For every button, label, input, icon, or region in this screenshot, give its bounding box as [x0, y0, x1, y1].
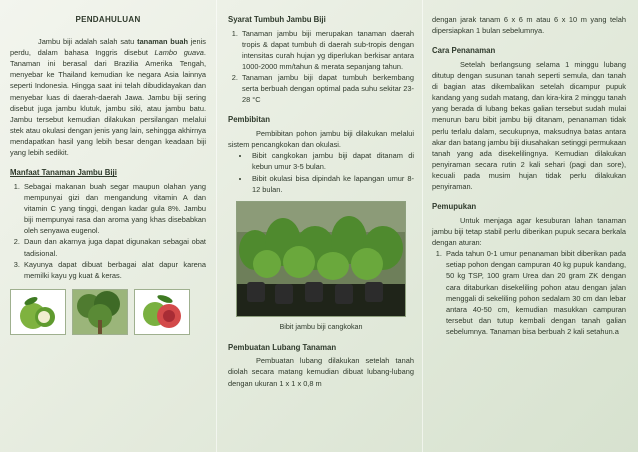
pembibitan-paragraph: Pembibitan pohon jambu biji dilakukan melalui sistem pencangkokan dan okulasi.: [228, 129, 414, 150]
list-item: 2. Daun dan akarnya juga dapat digunakan sebagai obat tadisional.: [22, 236, 206, 258]
photo-caption: Bibit jambu biji cangkokan: [279, 321, 363, 331]
heading-pembibitan: Pembibitan: [228, 115, 271, 125]
heading-manfaat: Manfaat Tanaman Jambu Biji: [10, 168, 117, 178]
list-item: 1. Sebagai makanan buah segar maupun olahan yang mempunyai gizi dan mengandung vitamin A dan vitamin C yang tinggi, dengan kadar gula 8%. Jambu biji mempunyai rasa dan aroma yang khas disebabkan oleh senyawa eugenol.: [22, 181, 206, 237]
syarat-list: [228, 28, 414, 106]
manfaat-list: [10, 181, 206, 281]
intro-italic-term: Lambo guava: [154, 48, 204, 58]
list-item: • Bibit okulasi bisa dipindah ke lapangan umur 8-12 bulan.: [250, 173, 414, 195]
section-title-pendahuluan: PENDAHULUAN: [75, 15, 141, 24]
penanaman-paragraph: Setelah berlangsung selama 1 minggu lubang ditutup dengan susunan tanah seperti semula, dan tanah di bagian atas dikembalikan setelah dicampur pupuk kandang yang sudah matang, dan kira-kira 2 minggu tanah yang berada di lubang bekas galian tersebut sudah mulai menurun baru bibit jambu biji ditanam, penanaman tidak perlu terlalu dalam, secukupnya, maksudnya batas antara akar dan batang jambu biji diusahakan setinggi permukaan tanah yang ada disekelilingnya. Kemudian dilakukan penyiraman secara rutin 2 kali sehari (pagi dan sore), kecuali pada musim hujan tidak perlu dilakukan penyiraman.: [432, 59, 626, 192]
intro-text: jenis perdu, dalam bahasa Inggris disebut: [10, 37, 206, 58]
heading-pemupukan: Pemupukan: [432, 202, 477, 212]
seedling-photo: [236, 201, 406, 317]
column-divider: [422, 0, 423, 452]
intro-bold-term: tanaman buah: [137, 37, 188, 46]
column-penanaman: [426, 0, 632, 452]
column-syarat-tumbuh: [222, 0, 420, 452]
column-divider: [216, 0, 217, 452]
pemupukan-paragraph: Untuk menjaga agar kesuburan lahan tanaman jambu biji tetap stabil perlu diberikan pupuk secara berkala dengan aturan:: [432, 215, 626, 248]
guava-fruit-image: [10, 289, 66, 335]
pembibitan-list: [228, 150, 414, 194]
intro-paragraph: [10, 36, 206, 158]
list-item: • Bibit cangkokan jambu biji dapat ditanam di kebun umur 3-5 bulan.: [250, 150, 414, 172]
intro-text: Jambu biji adalah salah satu: [38, 37, 138, 46]
pemupukan-list: [432, 248, 626, 337]
fruit-images: [10, 289, 206, 335]
intro-text: . Tanaman ini berasal dari Brazilia Amerika Tengah, menyebar ke Thailand kemudian ke negara Asia lainnya seperti Indonesia. Hingga saat ini telah dibudidayakan dan menyebar luas di daerah-daerah Jawa. Jambu biji sering disebut juga jambu klutuk, jambu siki, atau jambu batu. Jambu tersebut kemudian dilakukan persilangan melalui stek atau okulasi dengan jenis yang lain, sehingga akhirnya mendapatkan hasil yang lebih besar dengan keadaan biji yang lebih sedikit.: [10, 48, 206, 158]
list-item: 3. Kayunya dapat dibuat berbagai alat dapur karena memilki kayu yg kuat & keras.: [22, 259, 206, 281]
guava-tree-image: [72, 289, 128, 335]
lubang-paragraph: Pembuatan lubang dilakukan setelah tanah diolah secara matang kemudian dibuat lubang-lubang dengan ukuran 1 x 1 x 0,8 m: [228, 356, 414, 388]
lubang-continuation: dengan jarak tanam 6 x 6 m atau 6 x 10 m yang telah dipersiapkan 1 bulan sebelumnya.: [432, 15, 626, 36]
list-item: 1. Tanaman jambu biji merupakan tanaman daerah tropis & dapat tumbuh di daerah sub-tropis dengan intensitas curah hujan yg diperlukan berkisar antara 1000-2000 mm/tahun & merata sepanjang tahun.: [240, 28, 414, 72]
list-item: 2. Tanaman jambu biji dapat tumbuh berkembang serta berbuah dengan optimal pada suhu sekitar 23-28 °C: [240, 72, 414, 105]
column-pendahuluan: [4, 0, 212, 452]
heading-cara-penanaman: Cara Penanaman: [432, 46, 496, 56]
heading-lubang-tanaman: Pembuatan Lubang Tanaman: [228, 342, 337, 352]
heading-syarat-tumbuh: Syarat Tumbuh Jambu Biji: [228, 15, 326, 24]
list-item: 1. Pada tahun 0-1 umur penanaman bibit diberikan pada setiap pohon dengan campuran 40 kg pupuk kandang, 50 kg TSP, 100 gram Urea dan 20 gram ZK dengan cara ditaburkan disekeliling pohon atau dengan jalan menggali di sekeliling pohon sedalam 30 cm dan lebar antara 40-50 cm, kemudian masukkan campuran tersebut dan tutup kembali dengan tanah galian sebelumnya. Tanaman bisa berbuah 2 kali setahun.a: [444, 248, 626, 337]
guava-cut-image: [134, 289, 190, 335]
